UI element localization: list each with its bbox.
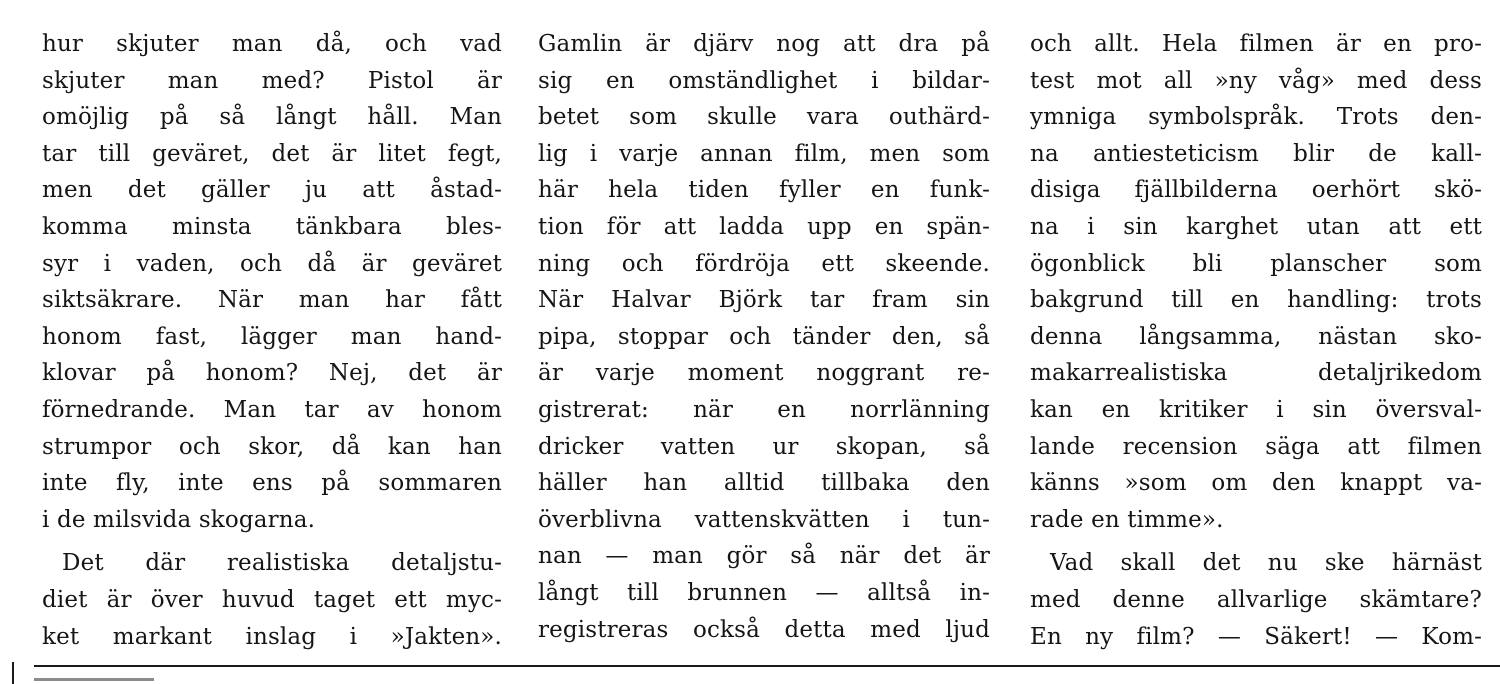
column-1-line: syr i vaden, och då är geväret xyxy=(42,250,502,277)
text-column-3 xyxy=(1030,26,1482,655)
column-3-line: denna långsamma, nästan sko- xyxy=(1030,323,1482,350)
column-1-line: tar till geväret, det är litet fegt, xyxy=(42,140,502,167)
column-2-line: betet som skulle vara outhärd- xyxy=(538,104,990,131)
column-1-line: omöjlig på så långt håll. Man xyxy=(42,104,502,131)
column-1-line: förnedrande. Man tar av honom xyxy=(42,396,502,423)
column-2-line: här hela tiden fyller en funk- xyxy=(538,177,990,204)
column-3-paragraph-start: Vad skall det nu ske härnäst xyxy=(1050,550,1482,577)
column-1-line: diet är över huvud taget ett myc- xyxy=(42,586,502,613)
column-2-line: tion för att ladda upp en spän- xyxy=(538,213,990,240)
column-1-paragraph-start: Det där realistiska detaljstu- xyxy=(62,550,502,577)
column-1-paragraph-end: i de milsvida skogarna. xyxy=(42,506,316,533)
column-2-line: är varje moment noggrant re- xyxy=(538,360,990,387)
column-2-line: gistrerat: när en norrlänning xyxy=(538,396,990,423)
text-column-2 xyxy=(538,26,990,648)
column-2-line: När Halvar Björk tar fram sin xyxy=(538,287,990,314)
text-column-1 xyxy=(42,26,502,655)
column-2-line: lig i varje annan film, men som xyxy=(538,140,990,167)
column-3-line: na antiesteticism blir de kall- xyxy=(1030,140,1482,167)
column-2-line: pipa, stoppar och tänder den, så xyxy=(538,323,990,350)
column-3-line: lande recension säga att filmen xyxy=(1030,433,1482,460)
column-3-line: ögonblick bli planscher som xyxy=(1030,250,1482,277)
column-1-line: skjuter man med? Pistol är xyxy=(42,67,502,94)
column-2-line: sig en omständlighet i bildar- xyxy=(538,67,990,94)
column-2-line: registreras också detta med ljud xyxy=(538,616,990,643)
column-2-line: häller han alltid tillbaka den xyxy=(538,470,990,497)
column-2-line: överblivna vattenskvätten i tun- xyxy=(538,506,990,533)
column-3-line: na i sin karghet utan att ett xyxy=(1030,213,1482,240)
footer-rule xyxy=(34,665,1500,667)
column-2-line: långt till brunnen — alltså in- xyxy=(538,579,990,606)
column-3-line: kan en kritiker i sin översval- xyxy=(1030,396,1482,423)
column-1-line: men det gäller ju att åstad- xyxy=(42,177,502,204)
column-1-line: siktsäkrare. När man har fått xyxy=(42,287,502,314)
column-1-line: honom fast, lägger man hand- xyxy=(42,323,502,350)
column-2-line: ning och fördröja ett skeende. xyxy=(538,250,990,277)
column-3-paragraph-end: rade en timme». xyxy=(1030,506,1224,533)
column-3-line: disiga fjällbilderna oerhört skö- xyxy=(1030,177,1482,204)
column-1-line: komma minsta tänkbara bles- xyxy=(42,213,502,240)
margin-mark xyxy=(12,662,14,684)
column-1-line: hur skjuter man då, och vad xyxy=(42,31,502,57)
column-1-line: strumpor och skor, då kan han xyxy=(42,433,502,460)
column-2-line: dricker vatten ur skopan, så xyxy=(538,433,990,460)
column-3-line: bakgrund till en handling: trots xyxy=(1030,287,1482,314)
column-1-line: inte fly, inte ens på sommaren xyxy=(42,470,502,497)
column-3-line: och allt. Hela filmen är en pro- xyxy=(1030,31,1482,57)
column-3-line: ymniga symbolspråk. Trots den- xyxy=(1030,104,1482,131)
column-1-line: klovar på honom? Nej, det är xyxy=(42,360,502,387)
column-3-line: test mot all »ny våg» med dess xyxy=(1030,67,1482,94)
column-2-line: nan — man gör så när det är xyxy=(538,543,990,570)
column-1-line: ket markant inslag i »Jakten». xyxy=(42,623,502,650)
paragraph-gap xyxy=(42,538,502,545)
column-3-line: med denne allvarlige skämtare? xyxy=(1030,586,1482,613)
scan-artifact-rule xyxy=(34,678,154,681)
column-3-line: känns »som om den knappt va- xyxy=(1030,470,1482,497)
column-3-line: En ny film? — Säkert! — Kom- xyxy=(1030,623,1482,650)
column-3-line: makarrealistiska detaljrikedom xyxy=(1030,360,1482,387)
paragraph-gap xyxy=(1030,538,1482,545)
column-2-line: Gamlin är djärv nog att dra på xyxy=(538,31,990,57)
